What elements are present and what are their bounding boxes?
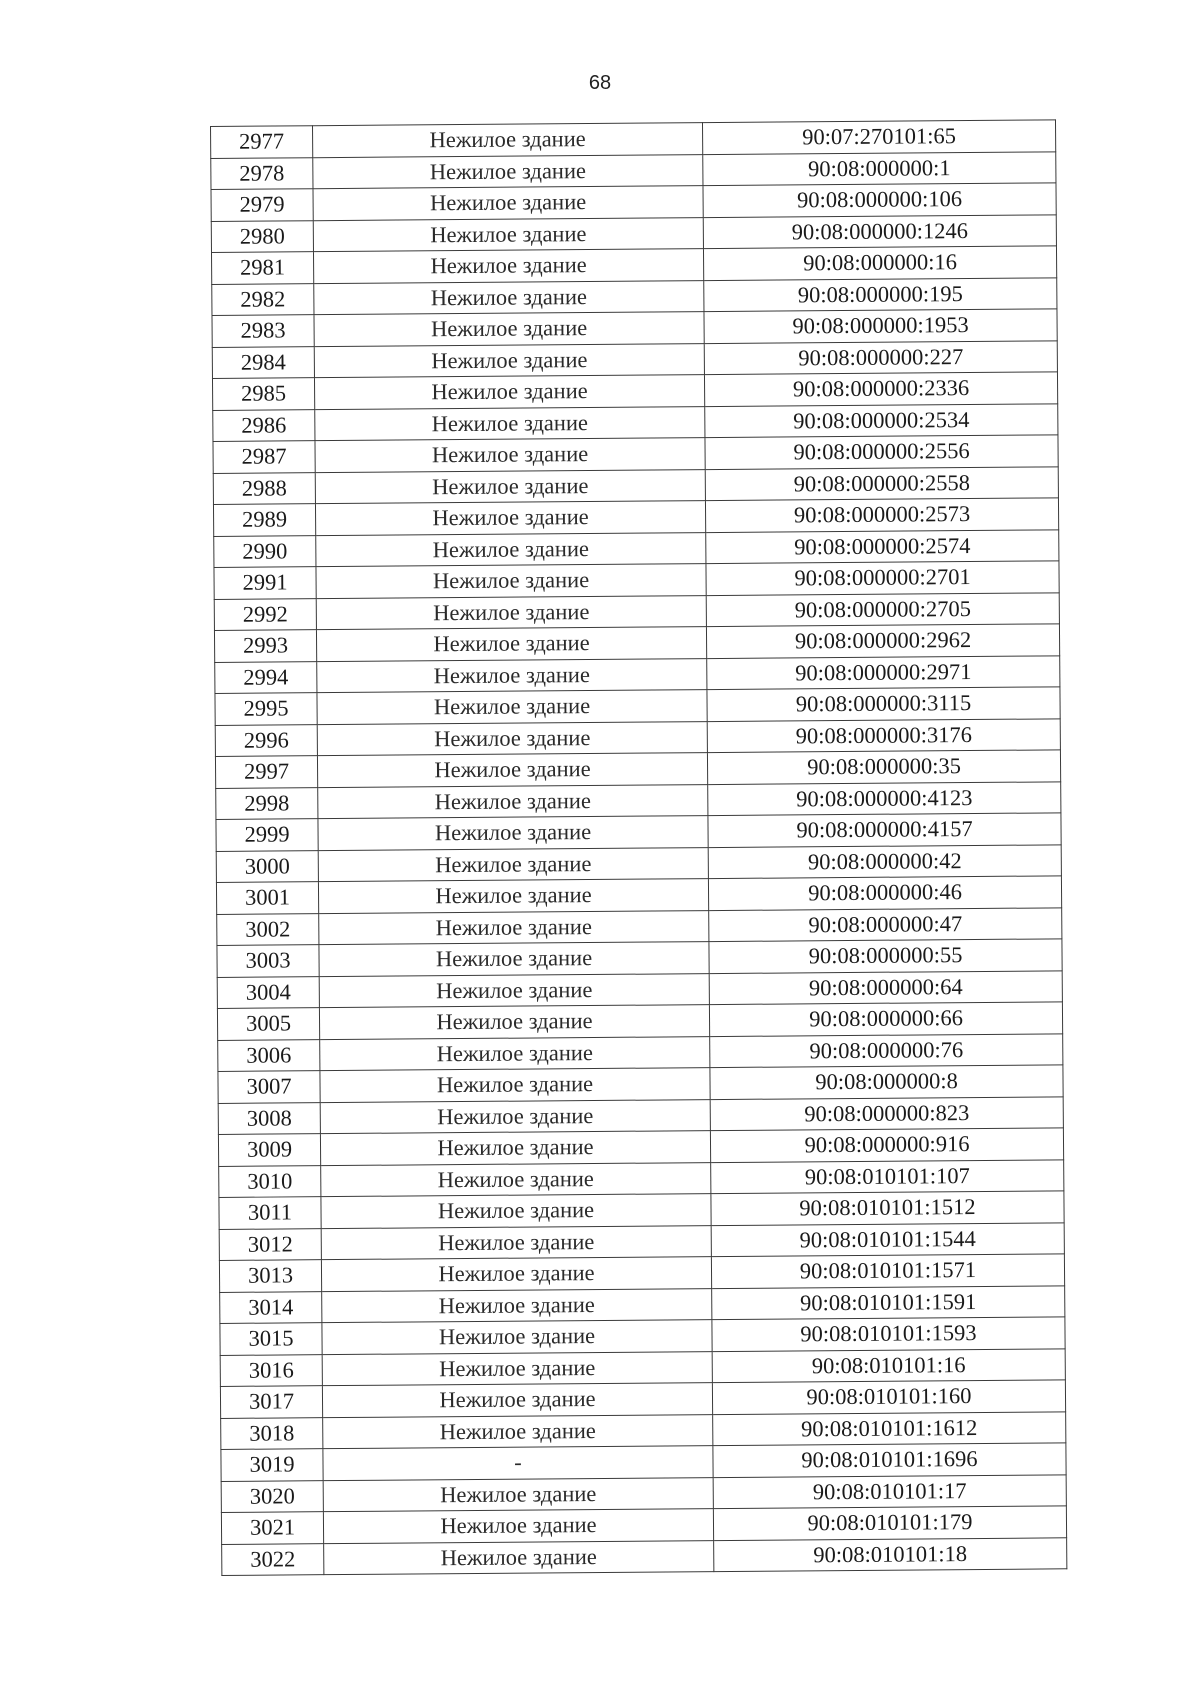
cadastral-number-cell: 90:08:000000:55 [709,939,1062,973]
cadastral-number-cell: 90:08:000000:2556 [705,435,1058,469]
object-type-cell: Нежилое здание [316,627,706,662]
row-number-cell: 3010 [219,1165,321,1197]
object-type-cell: Нежилое здание [321,1162,711,1197]
object-type-cell: Нежилое здание [321,1194,711,1229]
row-number-cell: 3007 [218,1071,320,1103]
object-type-cell: Нежилое здание [315,469,705,504]
object-type-cell: Нежилое здание [322,1351,712,1386]
row-number-cell: 2978 [211,157,313,189]
row-number-cell: 3000 [216,850,318,882]
row-number-cell: 2979 [211,189,313,221]
cadastral-number-cell: 90:08:010101:160 [712,1380,1065,1414]
object-type-cell: Нежилое здание [324,1540,714,1575]
object-type-cell: Нежилое здание [317,721,707,756]
cadastral-number-cell: 90:08:000000:195 [704,277,1057,311]
cadastral-number-cell: 90:08:000000:2534 [705,403,1058,437]
cadastral-number-cell: 90:08:000000:2962 [706,624,1059,658]
cadastral-number-cell: 90:08:000000:2701 [706,561,1059,595]
cadastral-number-cell: 90:08:010101:179 [713,1506,1066,1540]
cadastral-number-cell: 90:08:010101:1593 [712,1317,1065,1351]
row-number-cell: 3003 [217,945,319,977]
row-number-cell: 2977 [211,126,313,158]
cadastral-number-cell: 90:08:010101:1544 [711,1222,1064,1256]
row-number-cell: 3008 [218,1102,320,1134]
object-type-cell: Нежилое здание [318,847,708,882]
object-type-cell: Нежилое здание [314,280,704,315]
page-number: 68 [588,72,612,94]
cadastral-number-cell: 90:08:000000:42 [708,844,1061,878]
cadastral-number-cell: 90:08:000000:47 [709,907,1062,941]
row-number-cell: 3012 [219,1228,321,1260]
object-type-cell: Нежилое здание [317,690,707,725]
object-type-cell: Нежилое здание [320,1131,710,1166]
cadastral-number-cell: 90:08:000000:8 [710,1065,1063,1099]
cadastral-number-cell: 90:08:000000:2574 [706,529,1059,563]
row-number-cell: 3009 [218,1134,320,1166]
cadastral-number-cell: 90:08:000000:64 [709,970,1062,1004]
object-type-cell: Нежилое здание [317,658,707,693]
row-number-cell: 2988 [213,472,315,504]
row-number-cell: 2999 [216,819,318,851]
cadastral-number-cell: 90:08:010101:107 [711,1159,1064,1193]
cadastral-number-cell: 90:08:010101:1571 [711,1254,1064,1288]
cadastral-number-cell: 90:08:000000:1 [703,151,1056,185]
object-type-cell: Нежилое здание [315,438,705,473]
row-number-cell: 3022 [222,1543,324,1575]
cadastral-number-cell: 90:08:010101:1512 [711,1191,1064,1225]
cadastral-number-cell: 90:08:000000:106 [703,183,1056,217]
row-number-cell: 2985 [212,378,314,410]
row-number-cell: 2987 [213,441,315,473]
row-number-cell: 2986 [213,409,315,441]
row-number-cell: 2984 [212,346,314,378]
object-type-cell: Нежилое здание [318,784,708,819]
row-number-cell: 2980 [211,220,313,252]
row-number-cell: 2998 [216,787,318,819]
object-type-cell: Нежилое здание [316,532,706,567]
row-number-cell: 3011 [219,1197,321,1229]
object-type-cell: Нежилое здание [320,1068,710,1103]
object-type-cell: Нежилое здание [315,406,705,441]
row-number-cell: 3013 [219,1260,321,1292]
row-number-cell: 3005 [217,1008,319,1040]
cadastral-number-cell: 90:08:000000:2558 [705,466,1058,500]
object-type-cell: Нежилое здание [316,564,706,599]
row-number-cell: 3018 [221,1417,323,1449]
cadastral-number-cell: 90:08:000000:3176 [707,718,1060,752]
object-type-cell: Нежилое здание [321,1257,711,1292]
cadastral-number-cell: 90:08:000000:916 [710,1128,1063,1162]
property-table [210,119,1067,1576]
row-number-cell: 2994 [215,661,317,693]
cadastral-number-cell: 90:08:000000:2971 [707,655,1060,689]
cadastral-number-cell: 90:08:000000:2336 [704,372,1057,406]
row-number-cell: 3021 [221,1512,323,1544]
cadastral-number-cell: 90:08:010101:16 [712,1348,1065,1382]
row-number-cell: 3004 [217,976,319,1008]
cadastral-number-cell: 90:07:270101:65 [702,120,1055,154]
cadastral-number-cell: 90:08:000000:66 [709,1002,1062,1036]
row-number-cell: 2991 [214,567,316,599]
object-type-cell: Нежилое здание [317,753,707,788]
object-type-cell: Нежилое здание [319,1005,709,1040]
cadastral-number-cell: 90:08:000000:1953 [704,309,1057,343]
property-table-container [210,119,1066,1576]
row-number-cell: 3001 [216,882,318,914]
row-number-cell: 2995 [215,693,317,725]
row-number-cell: 2981 [211,252,313,284]
object-type-cell: Нежилое здание [322,1288,712,1323]
cadastral-number-cell: 90:08:010101:1612 [713,1411,1066,1445]
cadastral-number-cell: 90:08:000000:16 [703,246,1056,280]
row-number-cell: 3006 [218,1039,320,1071]
object-type-cell: Нежилое здание [323,1477,713,1512]
cadastral-number-cell: 90:08:000000:3115 [707,687,1060,721]
row-number-cell: 3017 [220,1386,322,1418]
row-number-cell: 3019 [221,1449,323,1481]
row-number-cell: 2989 [213,504,315,536]
row-number-cell: 3020 [221,1480,323,1512]
object-type-cell: Нежилое здание [320,1099,710,1134]
cadastral-number-cell: 90:08:000000:35 [707,750,1060,784]
object-type-cell: Нежилое здание [313,249,703,284]
object-type-cell: Нежилое здание [314,375,704,410]
row-number-cell: 2990 [214,535,316,567]
object-type-cell: Нежилое здание [316,595,706,630]
row-number-cell: 2996 [215,724,317,756]
object-type-cell: Нежилое здание [318,879,708,914]
cadastral-number-cell: 90:08:000000:2705 [706,592,1059,626]
cadastral-number-cell: 90:08:000000:2573 [705,498,1058,532]
object-type-cell: Нежилое здание [322,1383,712,1418]
cadastral-number-cell: 90:08:000000:1246 [703,214,1056,248]
cadastral-number-cell: 90:08:010101:17 [713,1474,1066,1508]
row-number-cell: 2993 [214,630,316,662]
object-type-cell: Нежилое здание [319,910,709,945]
object-type-cell: Нежилое здание [318,816,708,851]
object-type-cell: - [323,1446,713,1481]
cadastral-number-cell: 90:08:010101:18 [714,1537,1067,1571]
object-type-cell: Нежилое здание [321,1225,711,1260]
row-number-cell: 3016 [220,1354,322,1386]
row-number-cell: 2983 [212,315,314,347]
property-table-body [211,120,1067,1576]
table-row [222,1537,1067,1575]
object-type-cell: Нежилое здание [315,501,705,536]
object-type-cell: Нежилое здание [323,1414,713,1449]
row-number-cell: 3002 [217,913,319,945]
object-type-cell: Нежилое здание [313,186,703,221]
object-type-cell: Нежилое здание [319,942,709,977]
object-type-cell: Нежилое здание [314,312,704,347]
cadastral-number-cell: 90:08:000000:4157 [708,813,1061,847]
cadastral-number-cell: 90:08:000000:823 [710,1096,1063,1130]
object-type-cell: Нежилое здание [313,123,703,158]
row-number-cell: 3014 [220,1291,322,1323]
row-number-cell: 2982 [212,283,314,315]
object-type-cell: Нежилое здание [313,217,703,252]
cadastral-number-cell: 90:08:010101:1591 [712,1285,1065,1319]
object-type-cell: Нежилое здание [323,1509,713,1544]
row-number-cell: 2997 [215,756,317,788]
object-type-cell: Нежилое здание [314,343,704,378]
cadastral-number-cell: 90:08:000000:4123 [708,781,1061,815]
cadastral-number-cell: 90:08:000000:227 [704,340,1057,374]
object-type-cell: Нежилое здание [320,1036,710,1071]
row-number-cell: 2992 [214,598,316,630]
object-type-cell: Нежилое здание [313,154,703,189]
cadastral-number-cell: 90:08:000000:46 [708,876,1061,910]
row-number-cell: 3015 [220,1323,322,1355]
object-type-cell: Нежилое здание [319,973,709,1008]
object-type-cell: Нежилое здание [322,1320,712,1355]
cadastral-number-cell: 90:08:000000:76 [710,1033,1063,1067]
cadastral-number-cell: 90:08:010101:1696 [713,1443,1066,1477]
